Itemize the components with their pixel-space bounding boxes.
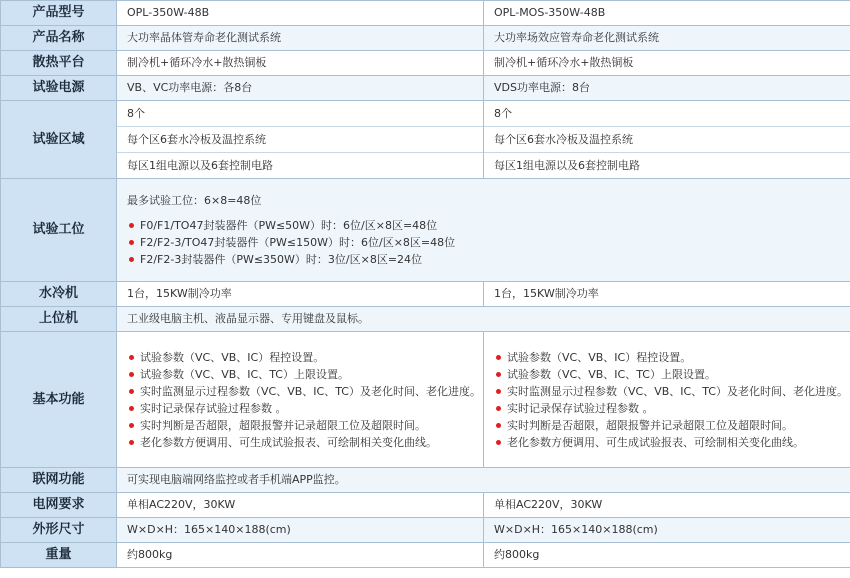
label-chiller: 水冷机	[1, 282, 117, 307]
label-cooling: 散热平台	[1, 51, 117, 76]
zone-a-count: 8个	[127, 106, 145, 120]
name-a: 大功率晶体管寿命老化测试系统	[117, 26, 484, 51]
functions-a-list	[127, 349, 481, 451]
cooling-a: 制冷机+循环冷水+散热铜板	[117, 51, 484, 76]
label-network: 联网功能	[1, 468, 117, 493]
zone-b	[484, 101, 850, 179]
functions-b	[484, 332, 850, 468]
row-dims	[1, 518, 850, 543]
grid-b: 单相AC220V，30KW	[484, 493, 850, 518]
grid-a: 单相AC220V，30KW	[117, 493, 484, 518]
row-weight	[1, 543, 850, 568]
zone-b-circuits: 每区1组电源以及6套控制电路	[484, 152, 850, 178]
host-value: 工业级电脑主机、液晶显示器、专用键盘及鼠标。	[117, 307, 850, 332]
row-name	[1, 26, 850, 51]
model-b: OPL-MOS-350W-48B	[484, 1, 850, 26]
list-item: 试验参数（VC、VB、IC）程控设置。	[494, 349, 840, 366]
label-station: 试验工位	[1, 179, 117, 282]
list-item: 老化参数方便调用、可生成试验报表、可绘制相关变化曲线。	[494, 434, 840, 451]
power-b: VDS功率电源：8台	[484, 76, 850, 101]
dims-a: W×D×H：165×140×188(cm)	[117, 518, 484, 543]
model-a: OPL-350W-48B	[117, 1, 484, 26]
zone-b-count: 8个	[494, 106, 512, 120]
list-item: 试验参数（VC、VB、IC）程控设置。	[127, 349, 473, 366]
label-model: 产品型号	[1, 1, 117, 26]
label-zone: 试验区域	[1, 101, 117, 179]
zone-b-plates: 每个区6套水冷板及温控系统	[484, 126, 850, 152]
chiller-b: 1台，15KW制冷功率	[484, 282, 850, 307]
row-model	[1, 1, 850, 26]
zone-a-plates: 每个区6套水冷板及温控系统	[117, 126, 483, 152]
row-functions	[1, 332, 850, 468]
functions-b-list	[494, 349, 848, 451]
network-value: 可实现电脑端网络监控或者手机端APP监控。	[117, 468, 850, 493]
list-item: 实时监测显示过程参数（VC、VB、IC、TC）及老化时间、老化进度。	[494, 383, 840, 400]
station-list	[127, 217, 840, 268]
dims-b: W×D×H：165×140×188(cm)	[484, 518, 850, 543]
row-grid	[1, 493, 850, 518]
zone-a	[117, 101, 484, 179]
list-item: F2/F2-3/TO47封装器件（PW≤150W）时：6位/区×8区=48位	[127, 234, 840, 251]
label-dims: 外形尺寸	[1, 518, 117, 543]
list-item: 老化参数方便调用、可生成试验报表、可绘制相关变化曲线。	[127, 434, 473, 451]
row-chiller	[1, 282, 850, 307]
list-item: 实时记录保存试验过程参数 。	[127, 400, 473, 417]
list-item: 试验参数（VC、VB、IC、TC）上限设置。	[127, 366, 473, 383]
list-item: F0/F1/TO47封装器件（PW≤50W）时：6位/区×8区=48位	[127, 217, 840, 234]
row-network	[1, 468, 850, 493]
label-weight: 重量	[1, 543, 117, 568]
row-cooling	[1, 51, 850, 76]
label-grid: 电网要求	[1, 493, 117, 518]
functions-a	[117, 332, 484, 468]
weight-b: 约800kg	[484, 543, 850, 568]
label-host: 上位机	[1, 307, 117, 332]
list-item: 实时判断是否超限，超限报警并记录超限工位及超限时间。	[494, 417, 840, 434]
label-power: 试验电源	[1, 76, 117, 101]
weight-a: 约800kg	[117, 543, 484, 568]
station-value	[117, 179, 850, 282]
list-item: 实时监测显示过程参数（VC、VB、IC、TC）及老化时间、老化进度。	[127, 383, 473, 400]
row-zone	[1, 101, 850, 179]
name-b: 大功率场效应管寿命老化测试系统	[484, 26, 850, 51]
list-item: 实时判断是否超限，超限报警并记录超限工位及超限时间。	[127, 417, 473, 434]
row-host	[1, 307, 850, 332]
list-item: 实时记录保存试验过程参数 。	[494, 400, 840, 417]
label-functions: 基本功能	[1, 332, 117, 468]
chiller-a: 1台，15KW制冷功率	[117, 282, 484, 307]
label-name: 产品名称	[1, 26, 117, 51]
zone-a-circuits: 每区1组电源以及6套控制电路	[117, 152, 483, 178]
list-item: F2/F2-3封装器件（PW≤350W）时：3位/区×8区=24位	[127, 251, 840, 268]
row-station	[1, 179, 850, 282]
cooling-b: 制冷机+循环冷水+散热铜板	[484, 51, 850, 76]
station-intro: 最多试验工位：6×8=48位	[127, 194, 262, 207]
row-power	[1, 76, 850, 101]
power-a: VB、VC功率电源：各8台	[117, 76, 484, 101]
list-item: 试验参数（VC、VB、IC、TC）上限设置。	[494, 366, 840, 383]
